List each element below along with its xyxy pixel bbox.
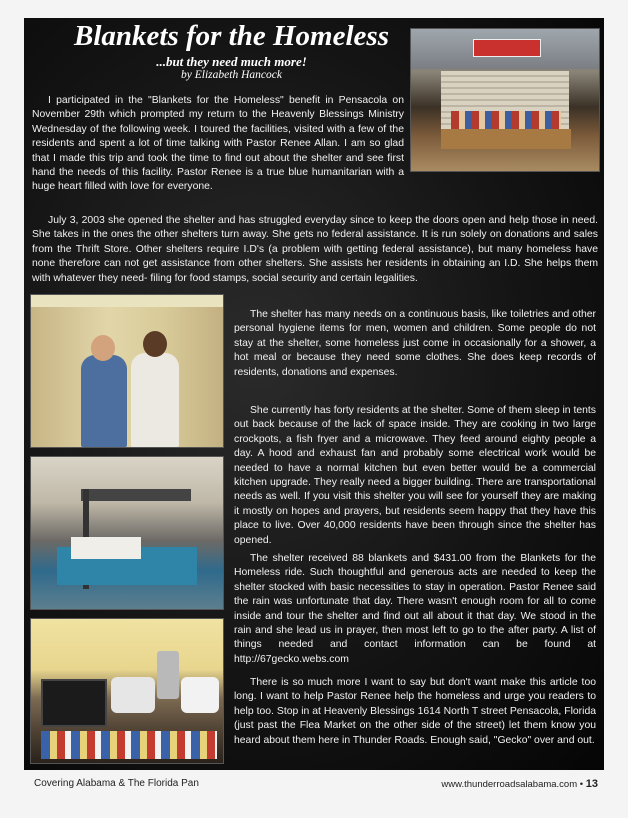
pantry-shelf: [41, 731, 217, 759]
article-byline: by Elizabeth Hancock: [181, 69, 282, 81]
store-table: [441, 129, 571, 149]
person-left-head: [91, 335, 115, 361]
crockpot-left: [111, 677, 155, 713]
crockpot-right: [181, 677, 219, 713]
paragraph-2: July 3, 2003 she opened the shelter and has struggled everyday since to keep the doors open and help those in need. She takes in the ones the other shelters turn away. She gets no federal assistance. It is run solely on donations and sales from the Thrift Store. Other shelters require I.D's (a problem with getting federal assistance), but many homeless have none therefore can not get assistance from other shelters. She assists her residents in obtaining an I.D. She helps them with whatever they need- filing for food stamps, social security and certain legalities.: [32, 215, 598, 284]
kitchen-photo: [30, 618, 224, 764]
bed-blanket: [71, 537, 141, 559]
paragraph-1: I participated in the "Blankets for the Homeless" benefit in Pensacola on November 29th which prompted my return to the Heavenly Blessings Ministry Wednesday of the following week. I toured the facilities, visited with a few of the residents and spent a lot of time talking with Pastor Renee Allan. I am so glad that I made this trip and took the time to find out about the shelter and see first hand the needs of this facility. Pastor Renee is a true blue humanitarian with a huge heart filled with love for everyone.: [32, 95, 404, 193]
paragraph-6: There is so much more I want to say but don't want make this article too long. I want to help Pastor Renee help the homeless and urge you readers to help too. Stop in at Heavenly Blessings 1614 North T street Pensacola, Florida (just past the Flea Market on the other side of the street) let them know you heard about them here in Thunder Roads. Enough said, "Gecko" over and out.: [234, 677, 596, 746]
person-right-head: [143, 331, 167, 357]
footer-site: [441, 778, 598, 790]
coffee-urn: [157, 651, 179, 699]
pastor-and-resident-photo: [30, 294, 224, 448]
article-panel: [24, 18, 604, 770]
thrift-store-photo: [410, 28, 600, 172]
room-wall: [31, 295, 223, 307]
store-sign: [473, 39, 541, 57]
page-number: 13: [585, 778, 598, 790]
person-right: [131, 353, 179, 447]
paragraph-5: The shelter received 88 blankets and $431.00 from the Blankets for the Homeless ride. Such thoughtful and generous acts are needed to keep the shelter stocked with basic necessities to stay in operation. Pastor Renee said the rain was unfortunate that day. There wasn't enough room for all to come inside and tour the shelter and find out all about it that day. We stood in the rain and she lead us in prayer, then most left to go to the after party. A list of things needed and contact information can be found at http://67gecko.webs.com: [234, 553, 596, 665]
footer-url: www.thunderroadsalabama.com •: [441, 779, 584, 790]
bunk-beds-photo: [30, 456, 224, 610]
bunk-frame: [81, 489, 191, 501]
person-left: [81, 355, 127, 447]
footer-tagline: Covering Alabama & The Florida Pan: [34, 778, 199, 789]
microwave: [41, 679, 107, 727]
article-subtitle: ...but they need much more!: [156, 54, 307, 69]
paragraph-3: The shelter has many needs on a continuous basis, like toiletries and other personal hygiene items for men, women and children. Some people do not stay at the shelter, some homeless just come in occasionally for a shower, a hot meal or because they need some clothes. She does keep records of residents, donations and expenses.: [234, 309, 596, 378]
paragraph-4: She currently has forty residents at the shelter. Some of them sleep in tents out back because of the lack of space inside. They are cooking in two large crockpots, a fish fryer and a microwave. They feed around eighty people a day. A hood and exhaust fan and probably some electrical work would be needed to have a normal kitchen but even better would be a commercial kitchen upgrade. They really need a bigger building. There are transportational needs as well. If you visit this shelter you will see for yourself they are making it mostly on hopes and prayers, but residents seem happy that they have this place to live. Over 40,000 residents have been through since the shelter has opened.: [234, 405, 596, 546]
article-title: Blankets for the Homeless: [74, 20, 389, 52]
